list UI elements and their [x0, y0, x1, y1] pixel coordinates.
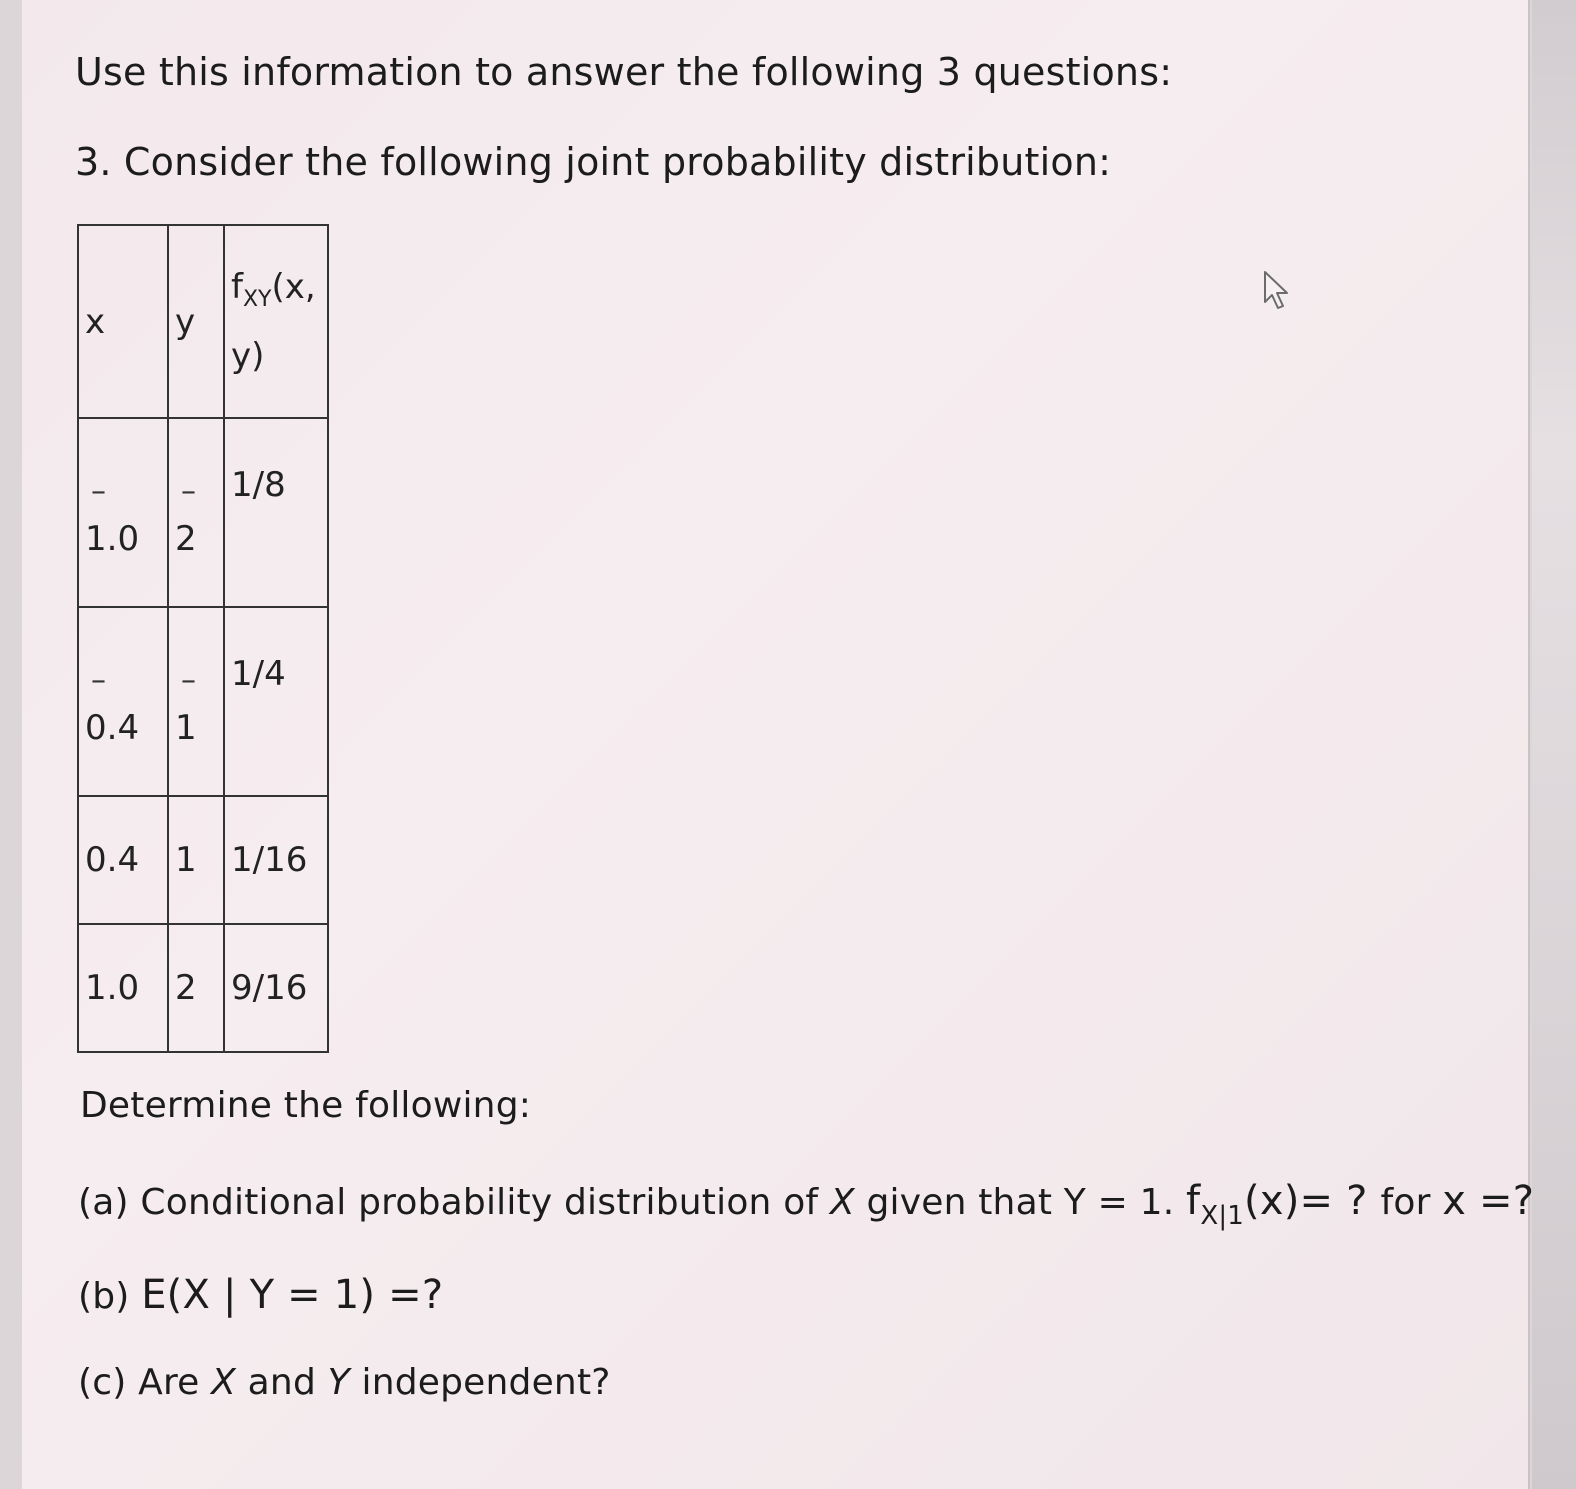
- cell-f: 9/16: [224, 924, 328, 1052]
- minus-sign: –: [181, 663, 196, 698]
- part-a-prefix: (a) Conditional probability distribution of: [78, 1182, 830, 1223]
- cell-x: [78, 607, 168, 796]
- part-c-and: and: [236, 1362, 328, 1403]
- cell-x: 1.0: [78, 924, 168, 1052]
- header-f-args-2: y): [231, 336, 265, 376]
- header-f-args-1: (x,: [271, 267, 316, 307]
- part-c-suffix: independent?: [349, 1362, 611, 1403]
- question-text: 3. Consider the following joint probability distribution:: [75, 140, 1112, 184]
- part-c-var-y: Y: [327, 1362, 350, 1403]
- cell-f-value: 1/8: [231, 464, 286, 505]
- part-c-text: [78, 1362, 611, 1403]
- part-a-text: [78, 1178, 1534, 1231]
- table-row: [78, 607, 328, 796]
- cell-y: 1: [168, 796, 224, 924]
- cell-x-value: 0.4: [85, 708, 140, 748]
- cell-f: 1/16: [224, 796, 328, 924]
- cell-f-value: 1/4: [231, 653, 286, 694]
- mouse-pointer-icon: [1262, 270, 1296, 310]
- table-row: [78, 924, 328, 1052]
- header-y: y: [168, 225, 224, 418]
- cell-y: [168, 607, 224, 796]
- cell-y-value: 2: [175, 519, 197, 559]
- header-f: f: [231, 267, 243, 307]
- minus-sign: –: [91, 663, 106, 698]
- cell-y: 2: [168, 924, 224, 1052]
- part-b-expr: E(X | Y = 1) =?: [141, 1272, 444, 1318]
- joint-distribution-table: [77, 224, 329, 1053]
- page-margin: [1532, 0, 1576, 1489]
- intro-text: Use this information to answer the following 3 questions:: [75, 50, 1173, 94]
- table-row: [78, 418, 328, 607]
- part-b-text: [78, 1272, 443, 1318]
- part-a-var-x: X: [829, 1182, 855, 1223]
- part-c-prefix: (c) Are: [78, 1362, 212, 1403]
- header-f-sub: XY: [242, 287, 272, 312]
- minus-sign: –: [91, 474, 106, 509]
- determine-heading: Determine the following:: [80, 1085, 532, 1126]
- part-b-prefix: (b): [78, 1276, 142, 1317]
- header-x: x: [78, 225, 168, 418]
- part-a-x-eq: x =?: [1442, 1178, 1535, 1224]
- cell-x: 0.4: [78, 796, 168, 924]
- cell-x-value: 1.0: [85, 519, 140, 559]
- part-a-mid: given that Y = 1.: [854, 1182, 1187, 1223]
- part-a-f: f: [1186, 1178, 1201, 1224]
- header-fxy: [224, 225, 328, 418]
- table-header-row: [78, 225, 328, 418]
- part-c-var-x: X: [211, 1362, 237, 1403]
- cell-f: [224, 418, 328, 607]
- cell-y-value: 1: [175, 708, 197, 748]
- part-a-f-tail: (x)= ?: [1244, 1178, 1381, 1224]
- cell-x: [78, 418, 168, 607]
- minus-sign: –: [181, 474, 196, 509]
- cell-y: [168, 418, 224, 607]
- table-row: [78, 796, 328, 924]
- cell-f: [224, 607, 328, 796]
- part-a-for: for: [1380, 1182, 1443, 1223]
- part-a-f-sub: X|1: [1200, 1201, 1245, 1231]
